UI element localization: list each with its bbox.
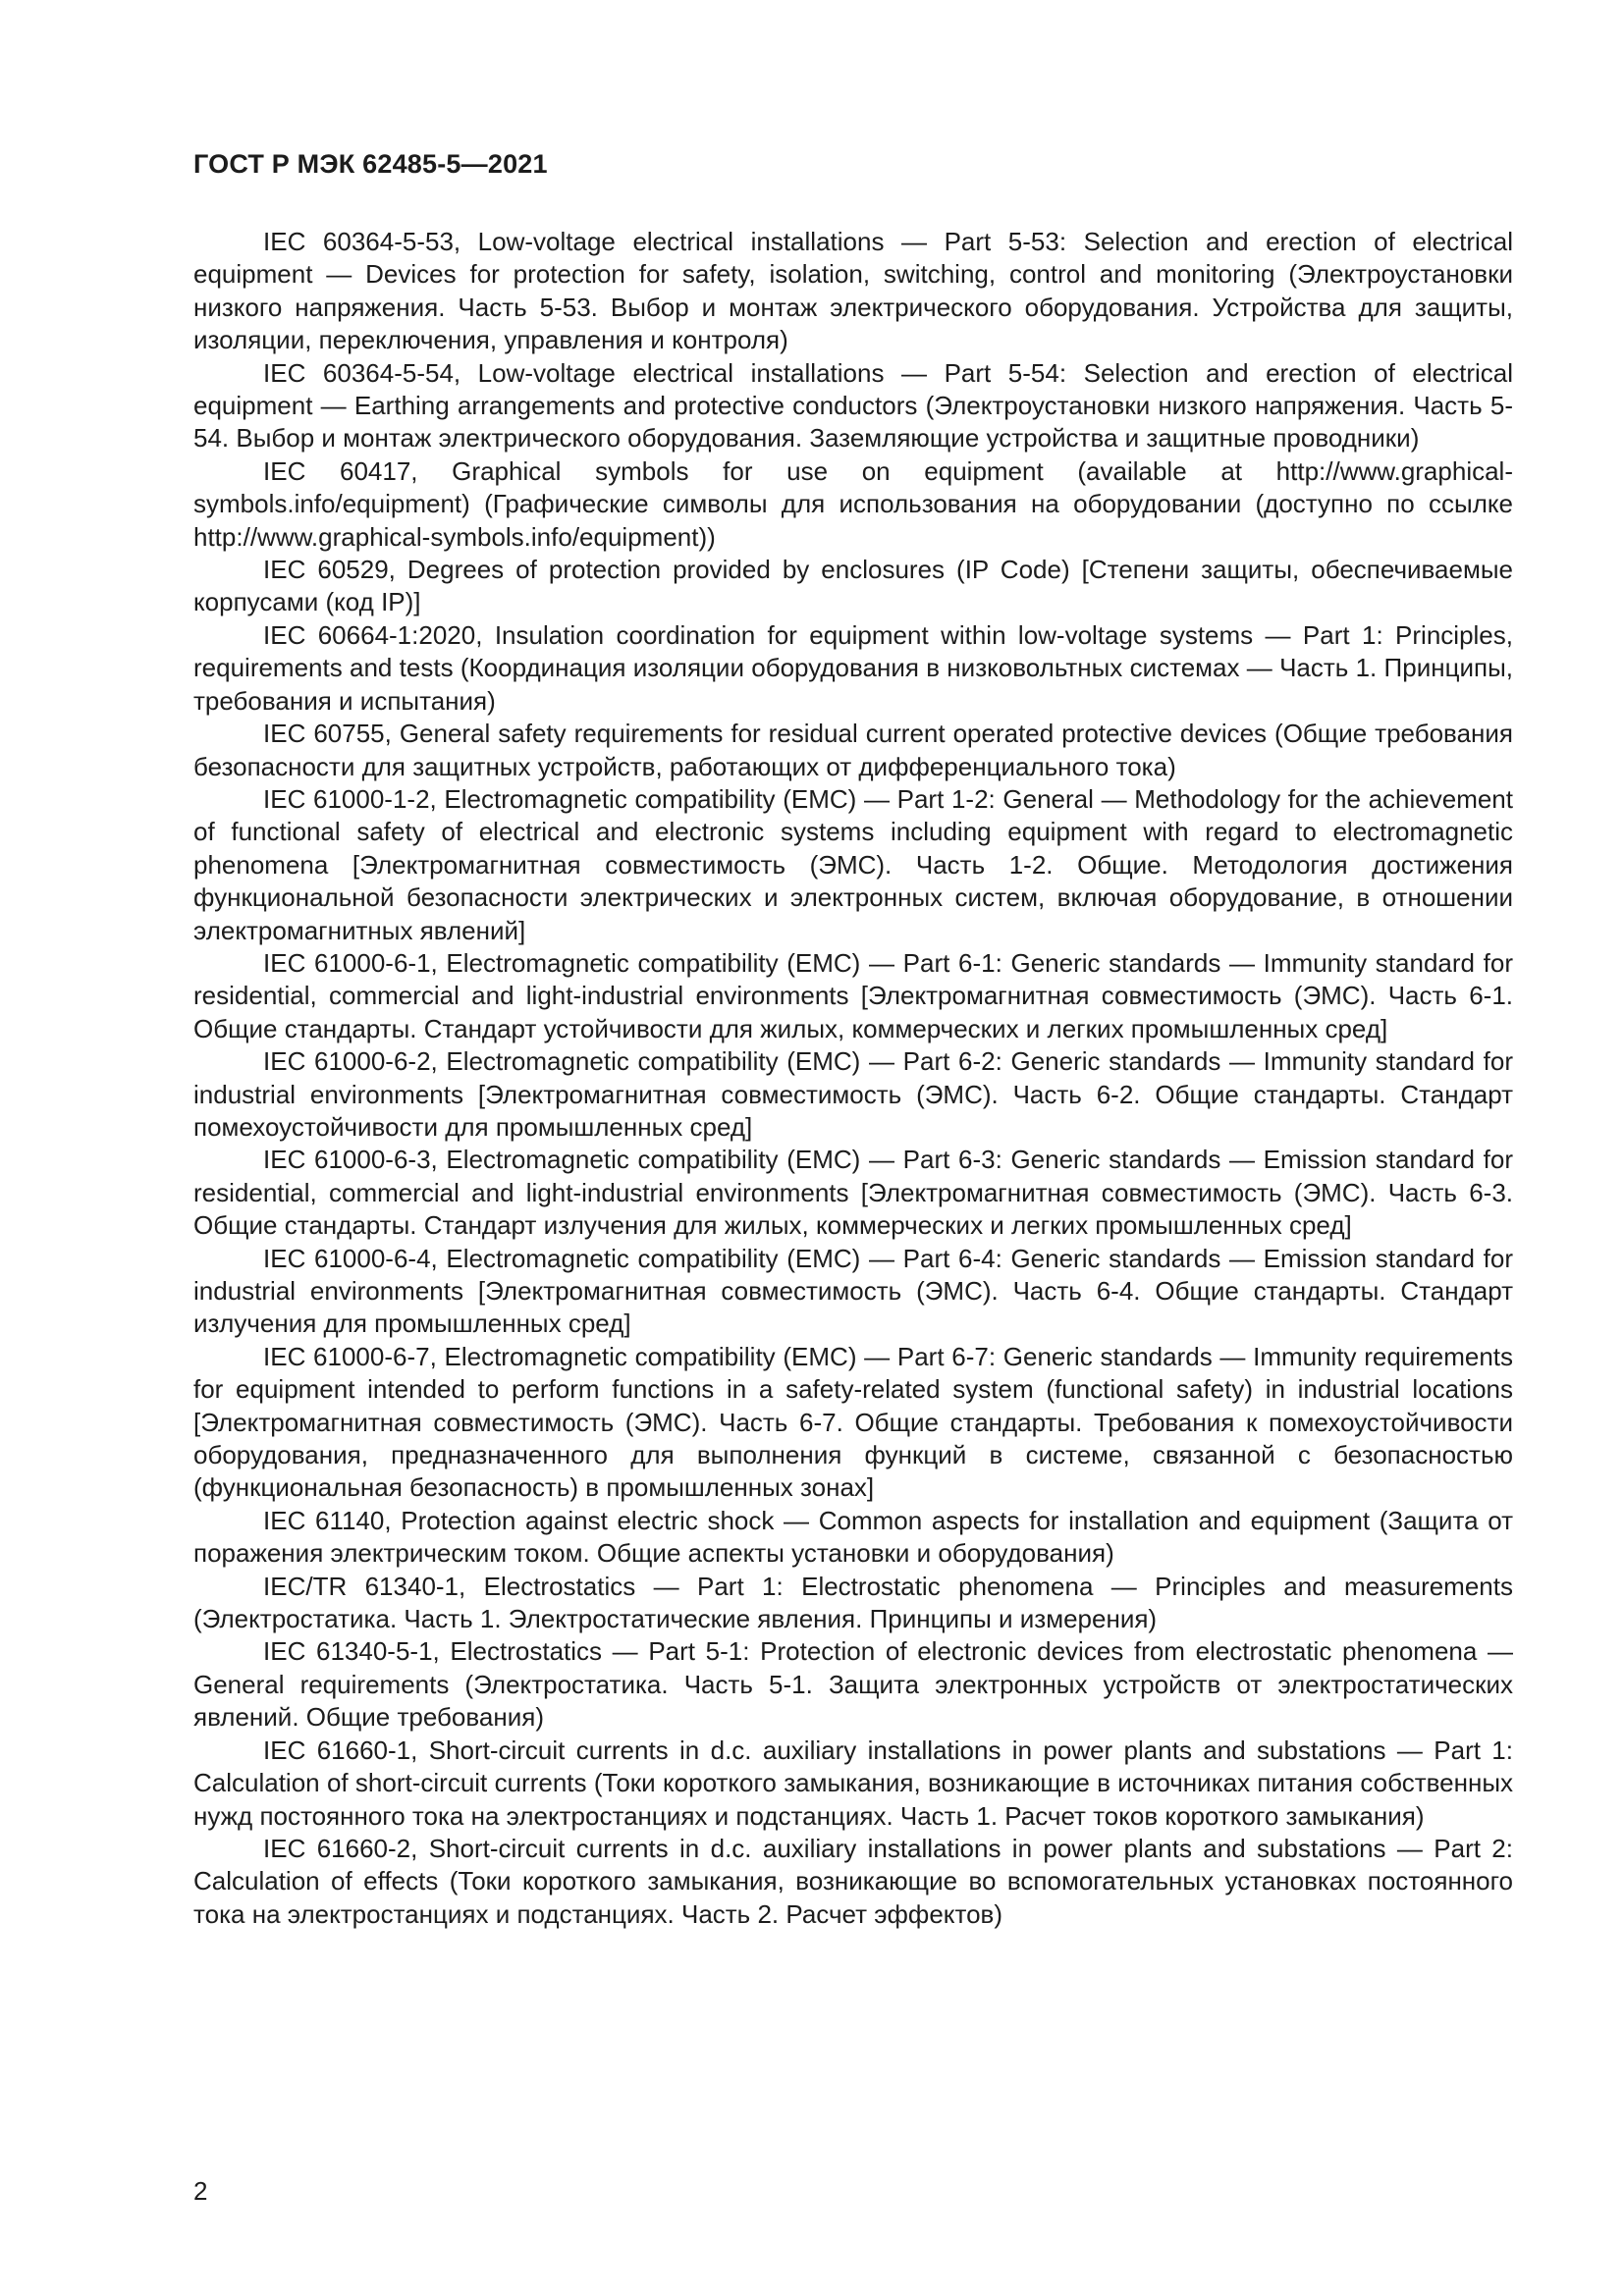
reference-iec-60529: IEC 60529, Degrees of protection provided by enclosures (IP Code) [Степени защиты, обеспечиваемые корпусами (код IP)] (193, 555, 1513, 617)
reference-iec-61000-1-2: IEC 61000-1-2, Electromagnetic compatibility (EMC) — Part 1-2: General — Methodology for the achievement of functional safety of electrical and electronic systems including equipment with regard to electromagnetic phenomena [Электромагнитная совместимость (ЭМС). Часть 1-2. Общие. Методология достижения функциональной безопасности электрических и электронных систем, включая оборудование, в отношении электромагнитных явлений] (193, 783, 1513, 945)
reference-iec-60755: IEC 60755, General safety requirements for residual current operated protective devices (Общие требования безопасности для защитных устройств, работающих от дифференциального тока) (193, 719, 1513, 781)
reference-iec-61000-6-4: IEC 61000-6-4, Electromagnetic compatibility (EMC) — Part 6-4: Generic standards — Emission standard for industrial environments [Электромагнитная совместимость (ЭМС). Часть 6-4. Общие стандарты. Стандарт излучения для промышленных сред] (193, 1243, 1513, 1339)
reference-iec-61340-5-1: IEC 61340-5-1, Electrostatics — Part 5-1: Protection of electronic devices from electrostatic phenomena — General requirements (Электростатика. Часть 5-1. Защита электронных устройств от электростатических явлений. Общие требования) (193, 1636, 1513, 1733)
reference-iec-61000-6-3: IEC 61000-6-3, Electromagnetic compatibility (EMC) — Part 6-3: Generic standards — Emission standard for residential, commercial and light-industrial environments [Электромагнитная совместимость (ЭМС). Часть 6-3. Общие стандарты. Стандарт излучения для жилых, коммерческих и легких промышленных сред] (193, 1145, 1513, 1241)
reference-iec-61000-6-2: IEC 61000-6-2, Electromagnetic compatibility (EMC) — Part 6-2: Generic standards — Immunity standard for industrial environments [Электромагнитная совместимость (ЭМС). Часть 6-2. Общие стандарты. Стандарт помехоустойчивости для промышленных сред] (193, 1046, 1513, 1142)
reference-iec-tr-61340-1: IEC/TR 61340-1, Electrostatics — Part 1: Electrostatic phenomena — Principles and measurements (Электростатика. Часть 1. Электростатические явления. Принципы и измерения) (193, 1571, 1513, 1634)
page-number: 2 (193, 2176, 208, 2206)
normative-references-list (193, 226, 1513, 1931)
standard-header: ГОСТ Р МЭК 62485-5—2021 (193, 149, 548, 179)
reference-iec-60364-5-54: IEC 60364-5-54, Low-voltage electrical installations — Part 5-54: Selection and erection of electrical equipment — Earthing arrangements and protective conductors (Электроустановки низкого напряжения. Часть 5-54. Выбор и монтаж электрического оборудования. Заземляющие устройства и защитные проводники) (193, 357, 1513, 454)
reference-iec-60364-5-53: IEC 60364-5-53, Low-voltage electrical installations — Part 5-53: Selection and erection of electrical equipment — Devices for protection for safety, isolation, switching, control and monitoring (Электроустановки низкого напряжения. Часть 5-53. Выбор и монтаж электрического оборудования. Устройства для защиты, изоляции, переключения, управления и контроля) (193, 227, 1513, 355)
reference-iec-60417: IEC 60417, Graphical symbols for use on equipment (available at http://www.graphical-symbols.info/equipment) (Графические символы для использования на оборудовании (доступно по ссылке http://www.graphical-symbols.info/equipment)) (193, 455, 1513, 552)
reference-iec-60664-1: IEC 60664-1:2020, Insulation coordination for equipment within low-voltage systems — Part 1: Principles, requirements and tests (Координация изоляции оборудования в низковольтных системах — Часть 1. Принципы, требования и испытания) (193, 619, 1513, 716)
reference-iec-61660-2: IEC 61660-2, Short-circuit currents in d.c. auxiliary installations in power plants and substations — Part 2: Calculation of effects (Токи короткого замыкания, возникающие во вспомогательных установках постоянного тока на электростанциях и подстанциях. Часть 2. Расчет эффектов) (193, 1833, 1513, 1929)
reference-iec-61000-6-1: IEC 61000-6-1, Electromagnetic compatibility (EMC) — Part 6-1: Generic standards — Immunity standard for residential, commercial and light-industrial environments [Электромагнитная совместимость (ЭМС). Часть 6-1. Общие стандарты. Стандарт устойчивости для жилых, коммерческих и легких промышленных сред] (193, 947, 1513, 1043)
reference-iec-61140: IEC 61140, Protection against electric shock — Common aspects for installation and equipment (Защита от поражения электрическим током. Общие аспекты установки и оборудования) (193, 1505, 1513, 1569)
reference-iec-61660-1: IEC 61660-1, Short-circuit currents in d.c. auxiliary installations in power plants and substations — Part 1: Calculation of short-circuit currents (Токи короткого замыкания, возникающие в источниках питания собственных нужд постоянного тока на электростанциях и подстанциях. Часть 1. Расчет токов короткого замыкания) (193, 1735, 1513, 1831)
reference-iec-61000-6-7: IEC 61000-6-7, Electromagnetic compatibility (EMC) — Part 6-7: Generic standards — Immunity requirements for equipment intended to perform functions in a safety-related system (functional safety) in industrial locations [Электромагнитная совместимость (ЭМС). Часть 6-7. Общие стандарты. Требования к помехоустойчивости оборудования, предназначенного для выполнения функций в системе, связанной с безопасностью (функциональная безопасность) в промышленных зонах] (193, 1341, 1513, 1503)
